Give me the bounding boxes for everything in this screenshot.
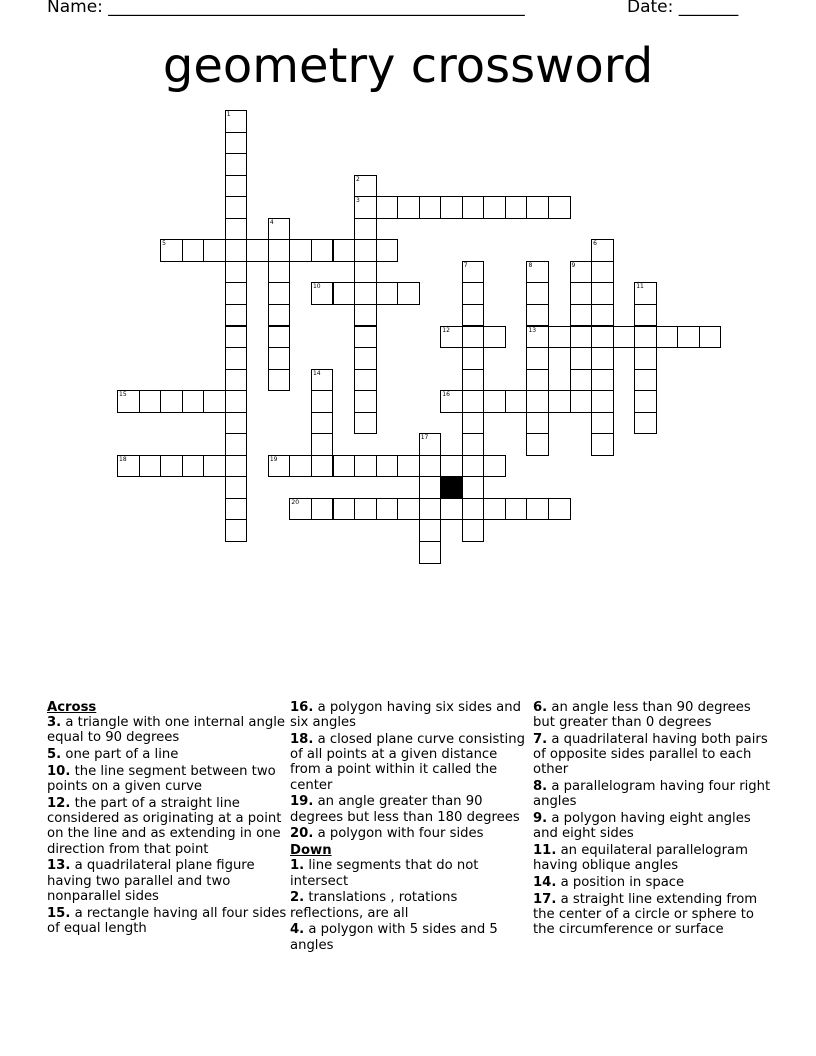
grid-cell[interactable]	[570, 282, 593, 305]
grid-cell[interactable]	[225, 261, 248, 284]
grid-cell[interactable]	[268, 282, 291, 305]
grid-cell[interactable]	[570, 261, 593, 284]
grid-cell[interactable]	[462, 433, 485, 456]
grid-cell[interactable]	[526, 304, 549, 327]
grid-cell[interactable]	[311, 239, 334, 262]
grid-cell[interactable]	[182, 390, 205, 413]
grid-cell[interactable]	[462, 326, 485, 349]
grid-cell[interactable]	[333, 282, 356, 305]
grid-cell[interactable]	[440, 498, 463, 521]
grid-cell[interactable]	[505, 498, 528, 521]
grid-cell[interactable]	[526, 369, 549, 392]
grid-cell[interactable]	[462, 282, 485, 305]
clue-across-3: 3. a triangle with one internal angle equal to 90 degrees	[47, 715, 285, 746]
grid-cell[interactable]	[526, 390, 549, 413]
grid-cell[interactable]	[526, 433, 549, 456]
grid-cell[interactable]	[397, 282, 420, 305]
clue-across-18: 18. a closed plane curve consisting of all points at a given distance from a point within it called the center	[290, 732, 525, 793]
grid-cell[interactable]	[462, 304, 485, 327]
grid-cell[interactable]	[160, 390, 183, 413]
grid-cell[interactable]	[354, 239, 377, 262]
grid-cell[interactable]	[225, 433, 248, 456]
grid-cell[interactable]	[311, 369, 334, 392]
grid-cell[interactable]	[462, 498, 485, 521]
grid-cell[interactable]	[268, 218, 291, 241]
grid-cell[interactable]	[483, 455, 506, 478]
grid-cell[interactable]	[462, 476, 485, 499]
grid-cell[interactable]	[526, 326, 549, 349]
grid-cell[interactable]	[591, 304, 614, 327]
grid-cell[interactable]	[117, 390, 140, 413]
grid-cell[interactable]	[225, 347, 248, 370]
grid-black-cell	[440, 476, 463, 499]
down-heading: Down	[290, 843, 332, 859]
grid-cell[interactable]	[548, 390, 571, 413]
grid-cell[interactable]	[634, 369, 657, 392]
grid-cell[interactable]	[634, 412, 657, 435]
grid-cell[interactable]	[591, 412, 614, 435]
grid-cell[interactable]	[570, 369, 593, 392]
grid-cell[interactable]	[526, 261, 549, 284]
grid-cell[interactable]	[656, 326, 679, 349]
grid-cell[interactable]	[570, 347, 593, 370]
grid-cell[interactable]	[397, 498, 420, 521]
grid-cell[interactable]	[311, 412, 334, 435]
clue-across-10: 10. the line segment between two points on a given curve	[47, 764, 276, 795]
grid-cell[interactable]	[354, 369, 377, 392]
clues-column-3	[533, 700, 773, 939]
grid-cell[interactable]	[526, 347, 549, 370]
grid-cell[interactable]	[634, 282, 657, 305]
grid-cell[interactable]	[419, 476, 442, 499]
grid-cell[interactable]	[354, 175, 377, 198]
grid-cell[interactable]	[354, 261, 377, 284]
cell-number: 13	[528, 326, 537, 334]
grid-cell[interactable]	[225, 218, 248, 241]
grid-cell[interactable]	[591, 347, 614, 370]
clue-down-9: 9. a polygon having eight angles and eight sides	[533, 811, 751, 842]
name-field-label: Name: _________________________________________________	[47, 0, 525, 17]
grid-cell[interactable]	[225, 153, 248, 176]
page-title: geometry crossword	[162, 38, 654, 94]
grid-cell[interactable]	[526, 282, 549, 305]
grid-cell[interactable]	[591, 369, 614, 392]
grid-cell[interactable]	[225, 110, 248, 133]
cell-number: 2	[356, 175, 360, 183]
grid-cell[interactable]	[311, 455, 334, 478]
cell-number: 17	[420, 434, 429, 442]
grid-cell[interactable]	[268, 239, 291, 262]
grid-cell[interactable]	[333, 455, 356, 478]
grid-cell[interactable]	[570, 326, 593, 349]
grid-cell[interactable]	[483, 390, 506, 413]
grid-cell[interactable]	[548, 498, 571, 521]
cell-number: 14	[312, 369, 321, 377]
grid-cell[interactable]	[354, 347, 377, 370]
cell-number: 7	[463, 261, 468, 269]
cell-number: 9	[571, 261, 576, 269]
grid-cell[interactable]	[225, 196, 248, 219]
grid-cell[interactable]	[419, 541, 442, 564]
grid-cell[interactable]	[462, 261, 485, 284]
clue-across-19: 19. an angle greater than 90 degrees but less than 180 degrees	[290, 794, 520, 825]
grid-cell[interactable]	[268, 369, 291, 392]
grid-cell[interactable]	[225, 239, 248, 262]
grid-cell[interactable]	[397, 196, 420, 219]
grid-cell[interactable]	[397, 455, 420, 478]
grid-cell[interactable]	[139, 390, 162, 413]
grid-cell[interactable]	[268, 304, 291, 327]
grid-cell[interactable]	[203, 390, 226, 413]
grid-cell[interactable]	[591, 239, 614, 262]
clue-down-6: 6. an angle less than 90 degrees but greater than 0 degrees	[533, 700, 751, 731]
grid-cell[interactable]	[526, 412, 549, 435]
grid-cell[interactable]	[376, 498, 399, 521]
grid-cell[interactable]	[225, 455, 248, 478]
clues-column-1	[47, 700, 287, 938]
grid-cell[interactable]	[440, 326, 463, 349]
cell-number: 20	[291, 498, 300, 506]
grid-cell[interactable]	[591, 433, 614, 456]
grid-cell[interactable]	[225, 519, 248, 542]
cell-number: 19	[269, 455, 278, 463]
cell-number: 15	[119, 391, 127, 399]
grid-cell[interactable]	[246, 239, 269, 262]
grid-cell[interactable]	[311, 498, 334, 521]
grid-cell[interactable]	[570, 390, 593, 413]
grid-cell[interactable]	[613, 326, 636, 349]
grid-cell[interactable]	[354, 326, 377, 349]
grid-cell[interactable]	[376, 455, 399, 478]
grid-cell[interactable]	[440, 196, 463, 219]
grid-cell[interactable]	[462, 455, 485, 478]
grid-cell[interactable]	[182, 455, 205, 478]
grid-cell[interactable]	[354, 196, 377, 219]
grid-cell[interactable]	[333, 498, 356, 521]
clue-down-17: 17. a straight line extending from the center of a circle or sphere to the circumference or surface	[533, 892, 758, 938]
cell-number: 3	[356, 197, 360, 205]
grid-cell[interactable]	[354, 498, 377, 521]
grid-cell[interactable]	[483, 196, 506, 219]
grid-cell[interactable]	[376, 282, 399, 305]
grid-cell[interactable]	[311, 433, 334, 456]
grid-cell[interactable]	[160, 239, 183, 262]
clue-down-11: 11. an equilateral parallelogram having oblique angles	[533, 843, 748, 874]
grid-cell[interactable]	[699, 326, 722, 349]
cell-number: 8	[528, 261, 533, 269]
grid-cell[interactable]	[634, 304, 657, 327]
grid-cell[interactable]	[483, 326, 506, 349]
grid-cell[interactable]	[225, 304, 248, 327]
grid-cell[interactable]	[311, 390, 334, 413]
clue-across-16: 16. a polygon having six sides and six angles	[290, 700, 521, 731]
grid-cell[interactable]	[591, 390, 614, 413]
clue-across-12: 12. the part of a straight line considered as originating at a point on the line and as extending in one direction from that point	[47, 796, 282, 857]
grid-cell[interactable]	[591, 282, 614, 305]
grid-cell[interactable]	[182, 239, 205, 262]
grid-cell[interactable]	[591, 326, 614, 349]
grid-cell[interactable]	[333, 239, 356, 262]
clue-down-14: 14. a position in space	[533, 875, 685, 891]
grid-cell[interactable]	[354, 390, 377, 413]
grid-cell[interactable]	[483, 498, 506, 521]
grid-cell[interactable]	[462, 347, 485, 370]
grid-cell[interactable]	[462, 196, 485, 219]
grid-cell[interactable]	[677, 326, 700, 349]
grid-cell[interactable]	[570, 304, 593, 327]
clue-down-1: 1. line segments that do not intersect	[290, 858, 479, 889]
grid-cell[interactable]	[419, 196, 442, 219]
grid-cell[interactable]	[268, 326, 291, 349]
grid-cell[interactable]	[376, 239, 399, 262]
grid-cell[interactable]	[225, 390, 248, 413]
grid-cell[interactable]	[354, 455, 377, 478]
grid-cell[interactable]	[548, 326, 571, 349]
grid-cell[interactable]	[289, 239, 312, 262]
cell-number: 6	[593, 240, 597, 248]
grid-cell[interactable]	[225, 369, 248, 392]
grid-cell[interactable]	[268, 347, 291, 370]
grid-cell[interactable]	[591, 261, 614, 284]
grid-cell[interactable]	[225, 175, 248, 198]
cell-number: 5	[162, 240, 166, 248]
grid-cell[interactable]	[225, 412, 248, 435]
grid-cell[interactable]	[354, 304, 377, 327]
grid-cell[interactable]	[225, 498, 248, 521]
grid-cell[interactable]	[462, 390, 485, 413]
grid-cell[interactable]	[354, 282, 377, 305]
grid-cell[interactable]	[225, 132, 248, 155]
grid-cell[interactable]	[117, 455, 140, 478]
grid-cell[interactable]	[548, 196, 571, 219]
grid-cell[interactable]	[268, 261, 291, 284]
grid-cell[interactable]	[139, 455, 162, 478]
grid-cell[interactable]	[268, 455, 291, 478]
grid-cell[interactable]	[354, 412, 377, 435]
clue-across-20: 20. a polygon with four sides	[290, 826, 484, 842]
grid-cell[interactable]	[354, 218, 377, 241]
cell-number: 11	[636, 283, 644, 291]
cell-number: 1	[226, 111, 231, 118]
grid-cell[interactable]	[505, 390, 528, 413]
date-field-label: Date: _______	[627, 0, 739, 17]
grid-cell[interactable]	[311, 282, 334, 305]
clue-down-2: 2. translations , rotations reflections, are all	[290, 890, 458, 921]
cell-number: 12	[442, 326, 450, 334]
grid-cell[interactable]	[526, 196, 549, 219]
clues-column-2	[290, 700, 530, 954]
across-heading: Across	[47, 700, 97, 715]
grid-cell[interactable]	[505, 196, 528, 219]
cell-number: 4	[269, 218, 274, 226]
grid-cell[interactable]	[462, 519, 485, 542]
grid-cell[interactable]	[634, 347, 657, 370]
clue-down-4: 4. a polygon with 5 sides and 5 angles	[290, 922, 498, 953]
clue-across-13: 13. a quadrilateral plane figure having two parallel and two nonparallel sides	[47, 858, 255, 904]
clue-across-15: 15. a rectangle having all four sides of equal length	[47, 905, 287, 936]
grid-cell[interactable]	[462, 412, 485, 435]
grid-cell[interactable]	[419, 498, 442, 521]
grid-cell[interactable]	[440, 455, 463, 478]
grid-cell[interactable]	[634, 326, 657, 349]
grid-cell[interactable]	[225, 282, 248, 305]
grid-cell[interactable]	[225, 326, 248, 349]
grid-cell[interactable]	[225, 476, 248, 499]
clue-down-7: 7. a quadrilateral having both pairs of opposite sides parallel to each other	[533, 732, 768, 778]
grid-cell[interactable]	[634, 390, 657, 413]
grid-cell[interactable]	[203, 455, 226, 478]
grid-cell[interactable]	[462, 369, 485, 392]
grid-cell[interactable]	[440, 390, 463, 413]
cell-number: 18	[119, 455, 127, 463]
grid-cell[interactable]	[160, 455, 183, 478]
grid-cell[interactable]	[376, 196, 399, 219]
grid-cell[interactable]	[419, 433, 442, 456]
clue-across-5: 5. one part of a line	[47, 747, 179, 763]
cell-number: 10	[312, 283, 321, 291]
grid-cell[interactable]	[289, 498, 312, 521]
cell-number: 16	[442, 391, 450, 399]
grid-cell[interactable]	[419, 519, 442, 542]
clue-down-8: 8. a parallelogram having four right angles	[533, 779, 771, 810]
grid-cell[interactable]	[419, 455, 442, 478]
grid-cell[interactable]	[289, 455, 312, 478]
grid-cell[interactable]	[526, 498, 549, 521]
grid-cell[interactable]	[203, 239, 226, 262]
